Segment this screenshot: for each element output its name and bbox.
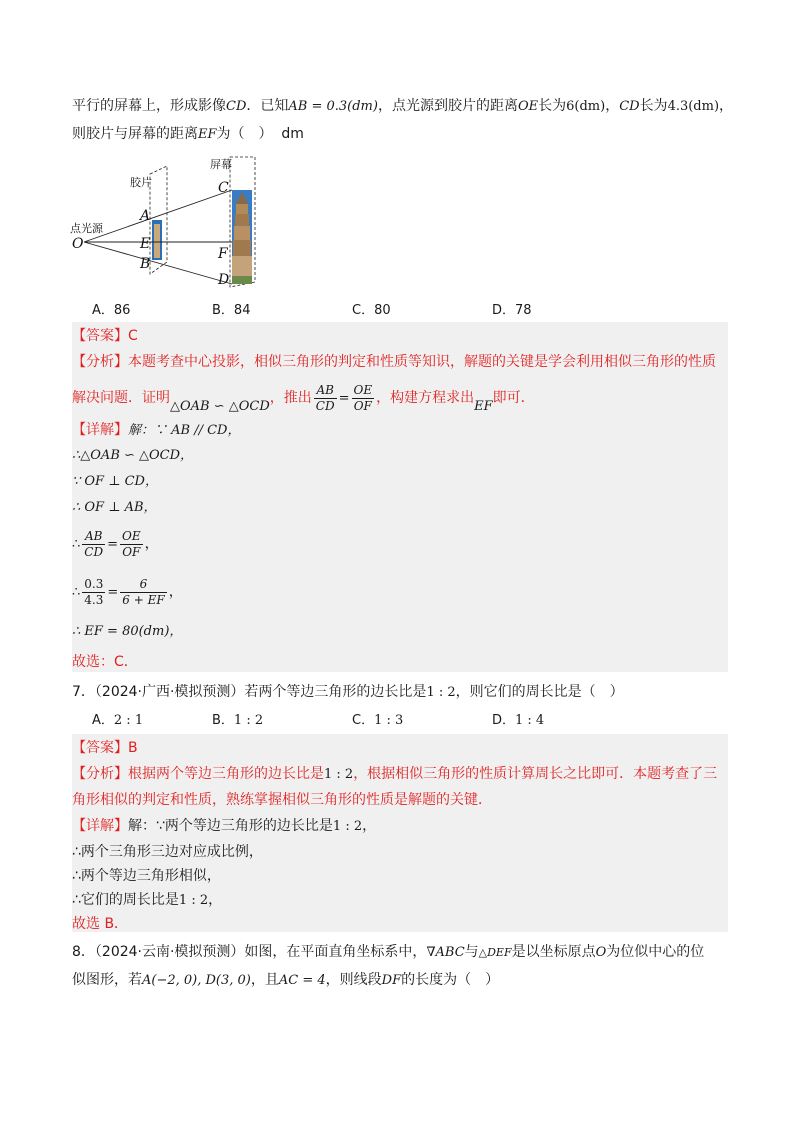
math-ef: EF bbox=[198, 127, 217, 142]
q6-text: 则胶片与屏幕的距离 bbox=[72, 126, 198, 142]
q7-analysis-line-2: 角形相似的判定和性质，熟练掌握相似三角形的性质是解题的关键． bbox=[72, 792, 492, 808]
math-43dm: 4.3(dm) bbox=[667, 99, 720, 114]
film-label: 胶片 bbox=[130, 176, 152, 189]
q6-answer-value: C bbox=[128, 328, 138, 344]
analysis-text: 本题考查中心投影，相似三角形的判定和性质等知识，解题的关键是学会利用相似三角形的性质 bbox=[128, 354, 716, 370]
point-o: O bbox=[595, 945, 607, 960]
math-oe: OE bbox=[517, 99, 539, 114]
q6-detail-line-5: ∴ $\frac{AB}{CD}$ = $\frac{OE}{OF}$ ， bbox=[72, 528, 159, 559]
q8-stem-line-2: 似图形，若A(−2, 0), D(3, 0)，且AC = 4，则线段DF的长度为（ ） bbox=[72, 972, 500, 988]
q7-option-b[interactable]: B．1 : 2 bbox=[212, 713, 264, 728]
q6-text: 长为 bbox=[639, 98, 668, 114]
q7-detail-line-5: 故选 B． bbox=[72, 916, 129, 932]
point-e-label: E bbox=[140, 236, 151, 252]
q6-detail-line-6: ∴ $\frac{0.3}{4.3}$ = $\frac{6}{6 + EF}$ ， bbox=[72, 576, 183, 607]
q7-option-d[interactable]: D．1 : 4 bbox=[492, 713, 545, 728]
q7-detail-line-1: 【详解】解：∵两个等边三角形的边长比是1 : 2， bbox=[72, 818, 377, 834]
detail-tag: 【详解】 bbox=[72, 422, 128, 438]
q6-detail-line-1 bbox=[72, 420, 240, 441]
frac-03-43: $\frac{0.3}{4.3}$ bbox=[84, 576, 104, 607]
math-cd: CD bbox=[226, 99, 247, 114]
q7-detail-line-3: ∴两个等边三角形相似， bbox=[72, 868, 221, 884]
q6-option-d[interactable]: D．78 bbox=[492, 303, 532, 318]
point-b-label: B bbox=[140, 256, 151, 272]
unit-dm: dm bbox=[281, 126, 304, 142]
q6-detail-line-8: 故选：C． bbox=[72, 654, 138, 670]
q7-option-a[interactable]: A．2 : 1 bbox=[92, 713, 144, 728]
math-ab-value: AB = 0.3(dm) bbox=[288, 99, 378, 114]
q6-text: ，点光源到胶片的距离 bbox=[377, 98, 518, 114]
q6-option-a[interactable]: A．86 bbox=[92, 303, 131, 318]
q7-answer-value: B bbox=[128, 740, 138, 756]
math-6dm: 6(dm) bbox=[566, 99, 606, 114]
q6-option-c[interactable]: C．80 bbox=[352, 303, 391, 318]
q6-text: 长为 bbox=[538, 98, 567, 114]
q6-detail-line-7: ∴ EF = 80(dm)， bbox=[72, 624, 183, 639]
screen-label: 屏幕 bbox=[210, 158, 232, 171]
point-a-label: A bbox=[140, 208, 151, 224]
math-ac: AC = 4 bbox=[278, 973, 326, 988]
q6-analysis-line-1 bbox=[72, 352, 716, 372]
q6-detail-line-2: ∴△OAB ∽ △OCD， bbox=[72, 448, 194, 463]
q6-detail-line-4: ∴ OF ⊥ AB， bbox=[72, 500, 157, 515]
detail-step: 解：∵ AB // CD， bbox=[128, 423, 241, 438]
light-source-label: 点光源 bbox=[70, 222, 103, 235]
q6-answer: 【答案】C bbox=[72, 328, 138, 344]
q6-solution-box bbox=[72, 322, 728, 672]
q7-option-c[interactable]: C．1 : 3 bbox=[352, 713, 404, 728]
q7-answer: 【答案】B bbox=[72, 740, 138, 756]
q8-stem-line-1: 8．（2024·云南·模拟预测）如图，在平面直角坐标系中，∇ABC与△DEF是以坐标原点O为位似中心的位 bbox=[72, 944, 705, 960]
triangle-abc: ∇ABC bbox=[426, 945, 465, 960]
q6-text: 平行的屏幕上，形成影像 bbox=[72, 98, 226, 114]
frac-6-6ef: $\frac{6}{6 + EF}$ bbox=[122, 576, 165, 607]
point-f-label: F bbox=[218, 246, 228, 262]
q6-option-b[interactable]: B．84 bbox=[212, 303, 251, 318]
point-c-label: C bbox=[218, 180, 229, 196]
q6-analysis-line-2: 解决问题．证明△OAB ∽ △OCD，推出 $\frac{AB}{CD}$ = $\frac{OE}{OF}$ ，构建方程求出EF即可． bbox=[72, 382, 535, 414]
q6-detail-line-3: ∵ OF ⊥ CD， bbox=[72, 474, 158, 489]
q6-text: ， bbox=[605, 98, 620, 114]
math-ef: EF bbox=[474, 399, 493, 414]
q6-stem-line-1 bbox=[72, 96, 733, 117]
math-df: DF bbox=[381, 973, 402, 988]
q6-text: ．已知 bbox=[246, 98, 289, 114]
ratio: 1 : 2 bbox=[426, 685, 456, 700]
frac-ab-cd: $\frac{AB}{CD}$ bbox=[315, 382, 335, 413]
q7-detail-line-4: ∴它们的周长比是1 : 2， bbox=[72, 892, 223, 908]
frac-ab-cd: $\frac{AB}{CD}$ bbox=[84, 528, 104, 559]
triangle-def: △DEF bbox=[478, 946, 512, 959]
projection-diagram bbox=[70, 152, 270, 292]
q6-stem-line-2 bbox=[72, 124, 304, 145]
math-cd: CD bbox=[619, 99, 640, 114]
q7-detail-line-2: ∴两个三角形三边对应成比例， bbox=[72, 844, 263, 860]
frac-oe-of: $\frac{OE}{OF}$ bbox=[353, 382, 373, 413]
q6-text: 为（ ） bbox=[216, 126, 273, 142]
point-d-label: D bbox=[218, 272, 230, 288]
q7-analysis-line-1: 【分析】根据两个等边三角形的边长比是1 : 2，根据相似三角形的性质计算周长之比即可．本题考查了三 bbox=[72, 766, 718, 782]
q7-stem: 7．（2024·广西·模拟预测）若两个等边三角形的边长比是1 : 2，则它们的周长比是（ ） bbox=[72, 684, 624, 700]
point-o-label: O bbox=[72, 236, 84, 252]
math-similar-triangles: △OAB ∽ △OCD bbox=[170, 399, 270, 414]
q6-text: ， bbox=[719, 98, 734, 114]
frac-oe-of: $\frac{OE}{OF}$ bbox=[122, 528, 141, 559]
analysis-tag: 【分析】 bbox=[72, 354, 128, 370]
points-a-d: A(−2, 0), D(3, 0) bbox=[142, 973, 251, 988]
